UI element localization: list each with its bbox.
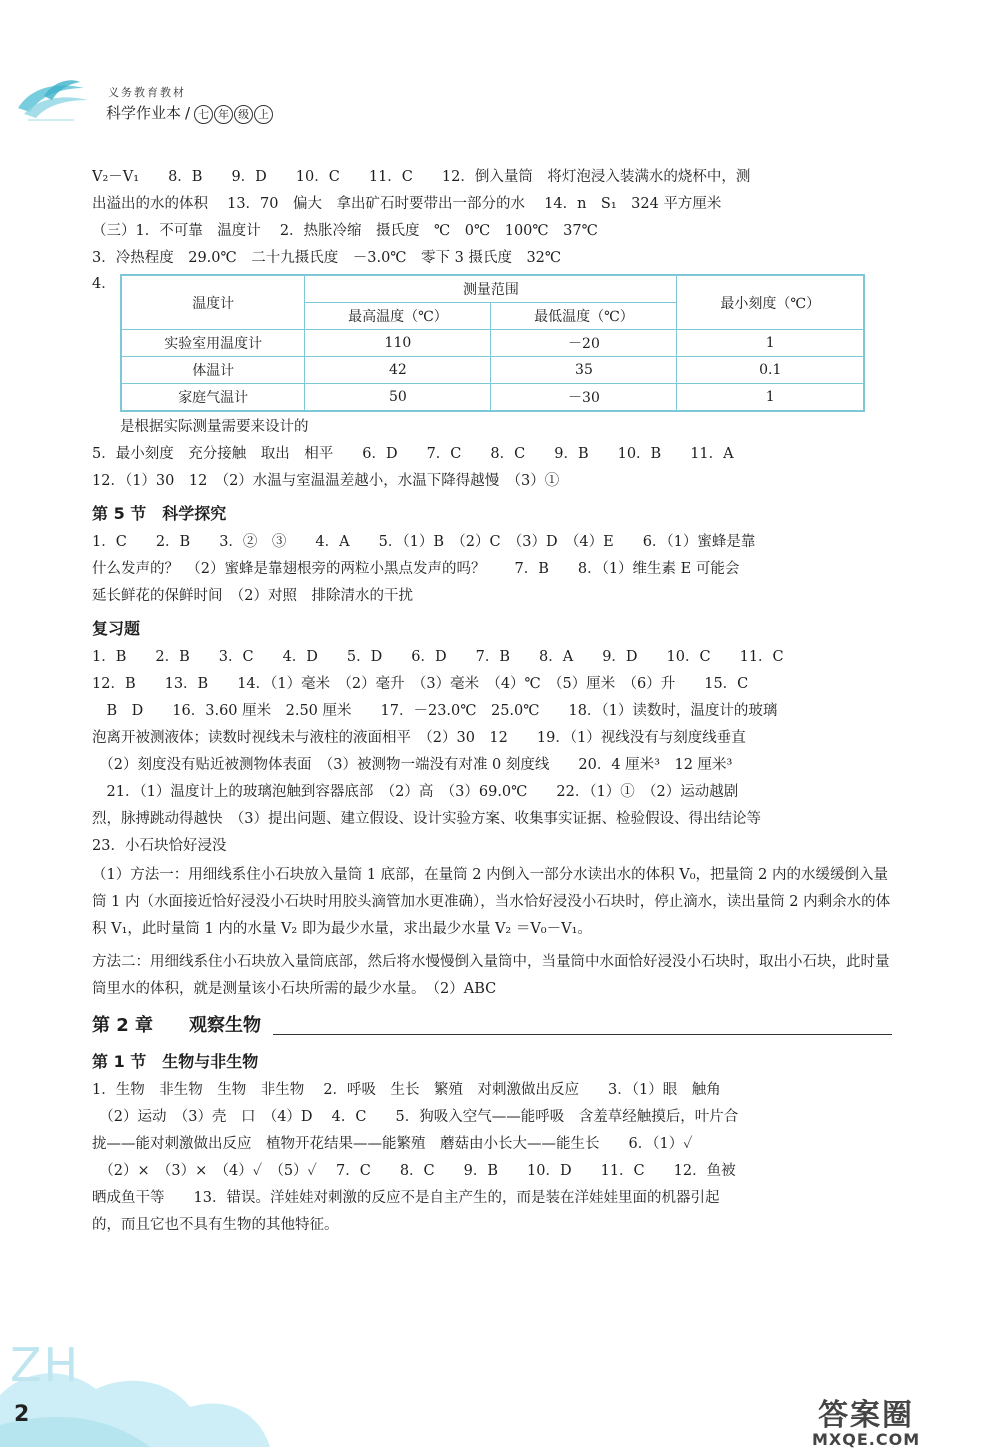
answer-line: 延长鲜花的保鲜时间 （2）对照 排除清水的干扰 xyxy=(92,588,413,604)
answer-line: 泡离开被测液体；读数时视线未与液柱的液面相平 （2）30 12 19．（1）视线没有与刻度线垂直 xyxy=(92,730,746,746)
chapter-rule xyxy=(273,1033,892,1035)
answer-content xyxy=(92,164,892,1239)
answer-line: 21．（1）温度计上的玻璃泡触到容器底部 （2）高 （3）69.0℃ 22．（1）① （2）运动越剧 xyxy=(92,784,739,800)
answer-paragraph: （1）方法一：用细线系住小石块放入量筒 1 底部，在量筒 2 内倒入一部分水读出水的体积 V₀，把量筒 2 内的水缓缓倒入量筒 1 内（水面接近恰好浸没小石块时用胶头滴管加水更准确），当水恰好浸没小石块时，停止滴水，读出量筒 2 内剩余水的体积 V₁，此时量筒 1 内的水量 V₂ 即为最少水量，求出最少水量 V₂ ＝V₀－V₁。 xyxy=(92,867,891,937)
stamp-title: 答案圈 xyxy=(818,1398,915,1433)
grade-char: 上 xyxy=(254,105,273,124)
section-title: 第 1 节 生物与非生物 xyxy=(92,1052,259,1071)
cell-name: 家庭气温计 xyxy=(121,384,305,412)
cell-name: 体温计 xyxy=(121,357,305,384)
page-number: 2 xyxy=(14,1402,30,1427)
answer-line: 出溢出的水的体积 13．70 偏大 拿出矿石时要带出一部分的水 14．n S₁ 324 平方厘米 xyxy=(92,196,722,212)
section-title: 第 5 节 科学探究 xyxy=(92,504,227,523)
answer-line: 晒成鱼干等 13．错误。洋娃娃对刺激的反应不是自主产生的，而是装在洋娃娃里面的机器引起 xyxy=(92,1190,720,1206)
stamp-url: MXQE.COM xyxy=(812,1430,921,1449)
cell-min: －20 xyxy=(491,330,677,357)
answer-line: （2）运动 （3）壳 口 （4）D 4．C 5．狗吸入空气——能呼吸 含羞草经触摸后，叶片合 xyxy=(92,1109,739,1125)
answer-line: 的，而且它也不具有生物的其他特征。 xyxy=(92,1217,339,1233)
grade-char: 年 xyxy=(214,105,233,124)
cell-scale: 1 xyxy=(677,330,864,357)
cell-scale: 0.1 xyxy=(677,357,864,384)
chapter-title: 第 2 章 观察生物 xyxy=(92,1015,262,1036)
answer-line: 5．最小刻度 充分接触 取出 相平 6．D 7．C 8．C 9．B 10．B 11．A xyxy=(92,446,734,462)
table-row xyxy=(121,384,864,412)
cell-max: 110 xyxy=(305,330,491,357)
answer-line: 12．（1）30 12 （2）水温与室温温差越小，水温下降得越慢 （3）① xyxy=(92,473,560,489)
answer-line: 1．生物 非生物 生物 非生物 2．呼吸 生长 繁殖 对刺激做出反应 3．（1）眼 触角 xyxy=(92,1082,721,1098)
answer-line: （三）1．不可靠 温度计 2．热胀冷缩 摄氏度 ℃ 0℃ 100℃ 37℃ xyxy=(92,223,598,239)
cell-scale: 1 xyxy=(677,384,864,412)
site-watermark-stamp xyxy=(812,1390,920,1449)
answer-line: 1．B 2．B 3．C 4．D 5．D 6．D 7．B 8．A 9．D 10．C 11．C xyxy=(92,649,784,665)
publisher-logo-icon xyxy=(14,78,96,124)
answer-line: 12．B 13．B 14．（1）毫米 （2）毫升 （3）毫米 （4）℃ （5）厘米 （6）升 15．C xyxy=(92,676,749,692)
thermometer-table-block xyxy=(92,274,892,412)
cell-min: 35 xyxy=(491,357,677,384)
answer-line: 烈，脉搏跳动得越快 （3）提出问题、建立假设、设计实验方案、收集事实证据、检验假设、得出结论等 xyxy=(92,811,761,827)
section-title: 复习题 xyxy=(92,619,141,638)
zh-watermark: ZH xyxy=(10,1338,81,1392)
grade-badge xyxy=(194,104,274,124)
header-scale: 最小刻度（℃） xyxy=(677,275,864,330)
header-range: 测量范围 xyxy=(305,275,677,303)
answer-line: 1．C 2．B 3．② ③ 4．A 5．（1）B （2）C （3）D （4）E 6．（1）蜜蜂是靠 xyxy=(92,534,756,550)
series-label: 义务教育教材 xyxy=(108,86,186,99)
answer-line: （2）刻度没有贴近被测物体表面 （3）被测物一端没有对准 0 刻度线 20．4 厘米³ 12 厘米³ xyxy=(92,757,733,773)
grade-char: 七 xyxy=(194,105,213,124)
answer-line: 3．冷热程度 29.0℃ 二十九摄氏度 －3.0℃ 零下 3 摄氏度 32℃ xyxy=(92,250,562,266)
answer-line: 23．小石块恰好浸没 xyxy=(92,838,227,854)
question-number: 4． xyxy=(92,276,116,292)
book-title xyxy=(106,102,274,124)
header-thermometer: 温度计 xyxy=(121,275,305,330)
answer-line: 什么发声的？ （2）蜜蜂是靠翅根旁的两粒小黑点发声的吗？ 7．B 8．（1）维生素 E 可能会 xyxy=(92,561,740,577)
book-name: 科学作业本 xyxy=(106,104,182,122)
answer-line: V₂－V₁ 8．B 9．D 10．C 11．C 12．倒入量筒 将灯泡浸入装满水的烧杯中，测 xyxy=(92,169,751,185)
answer-line: （2）× （3）× （4）✓ （5）✓ 7．C 8．C 9．B 10．D 11．C 12．鱼被 xyxy=(92,1163,736,1179)
answer-line: 拢——能对刺激做出反应 植物开花结果——能繁殖 蘑菇由小长大——能生长 6．（1）✓ xyxy=(92,1136,693,1152)
title-separator: / xyxy=(185,104,191,122)
header-min: 最低温度（℃） xyxy=(491,303,677,330)
grade-char: 级 xyxy=(234,105,253,124)
cell-max: 50 xyxy=(305,384,491,412)
table-row xyxy=(121,330,864,357)
table-row xyxy=(121,357,864,384)
thermometer-table xyxy=(120,274,865,412)
cell-min: －30 xyxy=(491,384,677,412)
chapter-heading xyxy=(92,1009,892,1043)
cell-max: 42 xyxy=(305,357,491,384)
answer-line: B D 16．3.60 厘米 2.50 厘米 17．－23.0℃ 25.0℃ 18．（1）读数时，温度计的玻璃 xyxy=(92,703,778,719)
answer-paragraph: 方法二：用细线系住小石块放入量筒底部，然后将水慢慢倒入量筒中，当量筒中水面恰好浸没小石块时，取出小石块，此时量筒里水的体积，就是测量该小石块所需的最少水量。 （2）ABC xyxy=(92,954,890,997)
header-max: 最高温度（℃） xyxy=(305,303,491,330)
cell-name: 实验室用温度计 xyxy=(121,330,305,357)
answer-line: 是根据实际测量需要来设计的 xyxy=(120,419,309,435)
